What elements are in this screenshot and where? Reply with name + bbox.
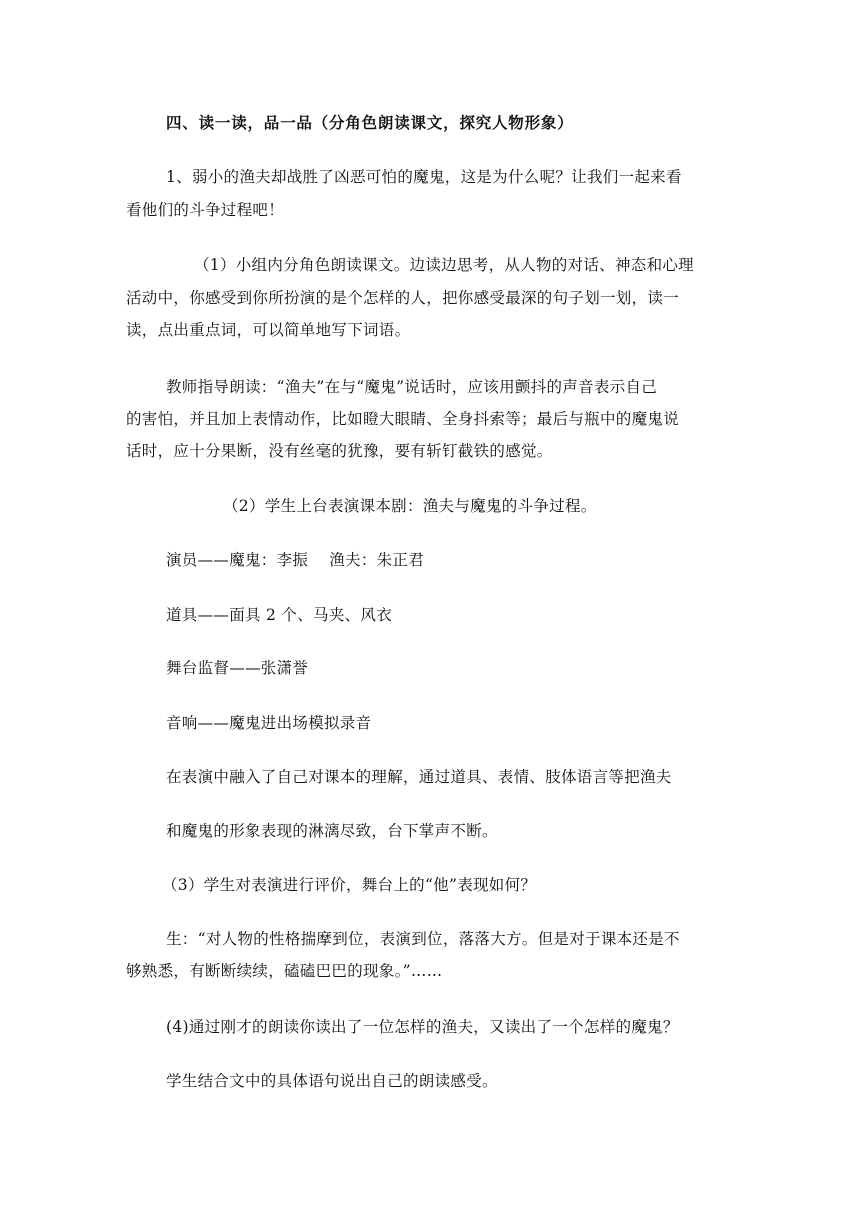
paragraph-8: (4)通过刚才的朗读你读出了一位怎样的渔夫，又读出了一个怎样的魔鬼？: [166, 1018, 679, 1036]
paragraph-6: （3）学生对表演进行评价，舞台上的“他”表现如何？: [162, 876, 537, 894]
paragraph-1-line-2: 看他们的斗争过程吧！: [126, 201, 285, 219]
paragraph-4: （2）学生上台表演课本剧：渔夫与魔鬼的斗争过程。: [223, 497, 597, 515]
paragraph-3-line-2: 的害怕，并且加上表情动作，比如瞪大眼睛、全身抖索等；最后与瓶中的魔鬼说: [126, 410, 680, 428]
paragraph-2-line-2: 活动中，你感受到你所扮演的是个怎样的人，把你感受最深的句子划一划，读一: [126, 289, 680, 307]
paragraph-5-line-2: 和魔鬼的形象表现的淋漓尽致，台下掌声不断。: [166, 822, 498, 840]
paragraph-7-line-2: 够熟悉，有断断续续，磕磕巴巴的现象。”……: [126, 962, 443, 980]
paragraph-2-line-3: 读，点出重点词，可以简单地写下词语。: [126, 321, 411, 339]
paragraph-9: 学生结合文中的具体语句说出自己的朗读感受。: [166, 1072, 498, 1090]
props-line: 道具——面具 2 个、马夹、风衣: [166, 606, 393, 624]
sound-line: 音响——魔鬼进出场模拟录音: [166, 714, 372, 732]
paragraph-5-line-1: 在表演中融入了自己对课本的理解，通过道具、表情、肢体语言等把渔夫: [166, 768, 672, 786]
paragraph-2-line-1: （1）小组内分角色朗读课文。边读边思考，从人物的对话、神态和心理: [194, 256, 694, 274]
section-heading: 四、读一读，品一品（分角色朗读课文，探究人物形象）: [166, 113, 574, 132]
cast-line: 演员——魔鬼：李振 渔夫：朱正君: [166, 551, 425, 569]
paragraph-7-line-1: 生：“对人物的性格揣摩到位，表演到位，落落大方。但是对于课本还是不: [166, 930, 680, 948]
paragraph-3-line-3: 话时，应十分果断，没有丝毫的犹豫，要有斩钉截铁的感觉。: [126, 442, 553, 460]
paragraph-1-line-1: 1、弱小的渔夫却战胜了凶恶可怕的魔鬼，这是为什么呢？让我们一起来看: [166, 168, 682, 186]
stage-manager-line: 舞台监督——张潇誉: [166, 659, 309, 677]
paragraph-3-line-1: 教师指导朗读：“渔夫”在与“魔鬼”说话时，应该用颤抖的声音表示自己: [166, 378, 658, 396]
